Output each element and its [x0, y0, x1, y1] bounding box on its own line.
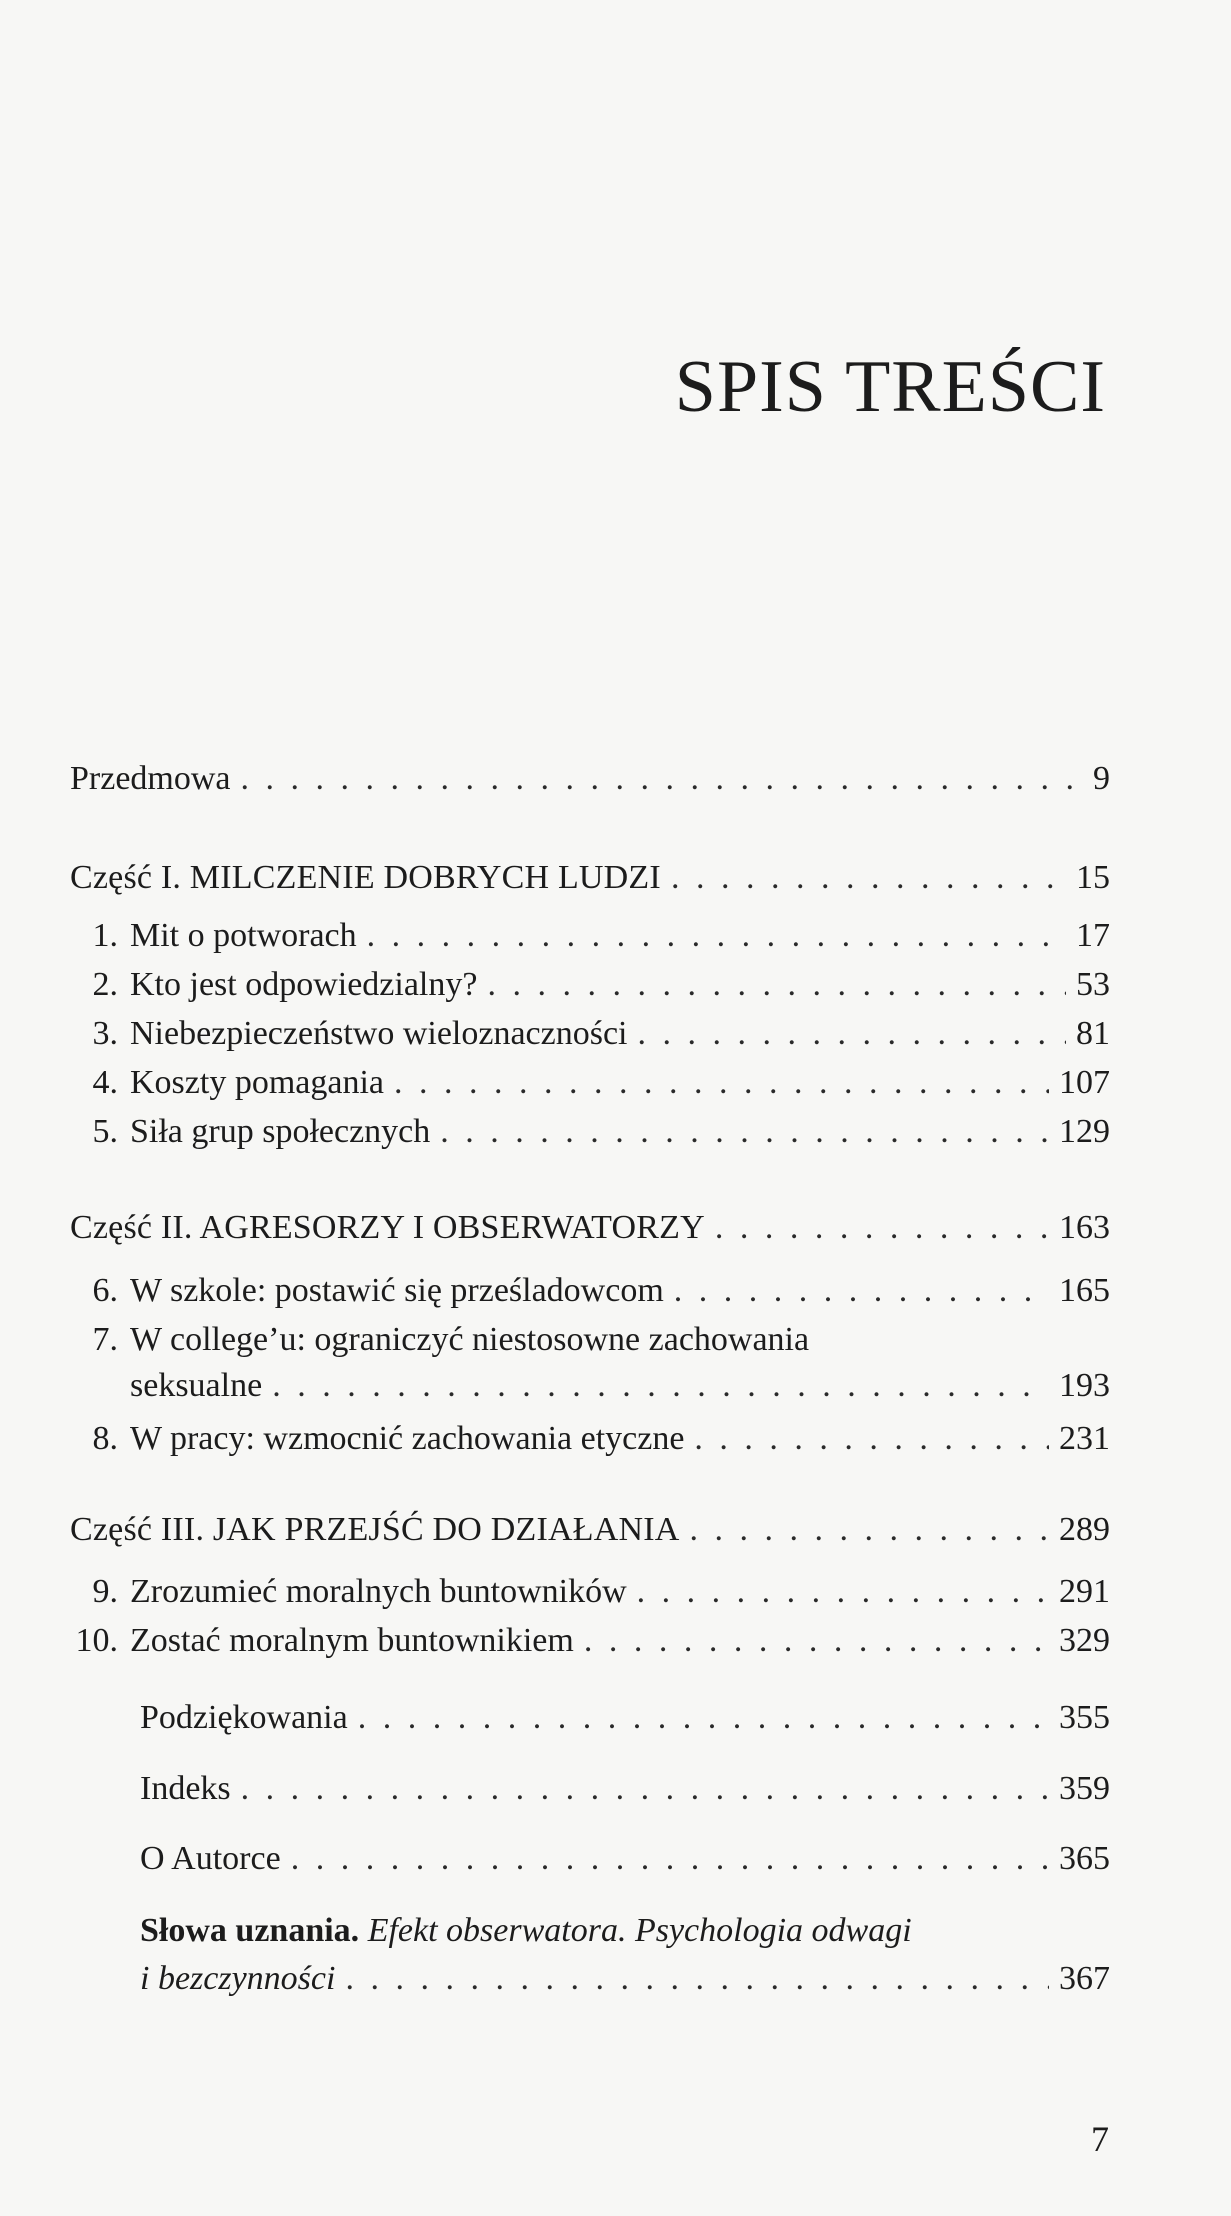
dot-leader — [637, 1571, 1049, 1613]
chapter-number: 9. — [92, 1573, 118, 1610]
toc-chapter — [70, 1062, 1110, 1104]
chapter-number: 2. — [92, 966, 118, 1003]
toc-part-2 — [70, 1207, 1110, 1249]
toc-entry-index — [70, 1768, 1110, 1810]
chapter-page: 81 — [1076, 1015, 1110, 1052]
toc-chapter — [70, 1111, 1110, 1153]
praise-heading: Słowa uznania. — [140, 1912, 360, 1949]
chapter-number: 6. — [92, 1272, 118, 1309]
chapter-number: 1. — [92, 917, 118, 954]
dot-leader — [671, 857, 1066, 899]
chapter-number: 4. — [92, 1064, 118, 1101]
entry-label: Przedmowa — [70, 760, 231, 797]
chapter-label: Niebezpieczeństwo wieloznaczności — [130, 1015, 628, 1052]
chapter-label: W college’u: ograniczyć niestosowne zachowania — [130, 1321, 810, 1358]
toc-chapter — [70, 964, 1110, 1006]
entry-label: Indeks — [140, 1770, 231, 1807]
chapter-label: Mit o potworach — [130, 917, 357, 954]
toc-entry-preface — [70, 758, 1110, 800]
chapter-label: Koszty pomagania — [130, 1064, 384, 1101]
dot-leader — [440, 1111, 1049, 1153]
toc-chapter — [70, 1620, 1110, 1662]
chapter-page: 231 — [1059, 1420, 1110, 1457]
chapter-page: 193 — [1059, 1367, 1110, 1404]
chapter-page: 107 — [1059, 1064, 1110, 1101]
chapter-number: 10. — [75, 1622, 118, 1659]
dot-leader — [241, 1768, 1049, 1810]
dot-leader — [358, 1697, 1049, 1739]
page-number: 7 — [1091, 2119, 1109, 2159]
chapter-page: 329 — [1059, 1622, 1110, 1659]
entry-page: 355 — [1059, 1699, 1110, 1736]
dot-leader — [241, 758, 1083, 800]
part-label: Część I. MILCZENIE DOBRYCH LUDZI — [70, 859, 661, 896]
part-label: Część III. JAK PRZEJŚĆ DO DZIAŁANIA — [70, 1511, 680, 1548]
part-label: Część II. AGRESORZY I OBSERWATORZY — [70, 1209, 705, 1246]
toc-chapter — [70, 1013, 1110, 1055]
chapter-page: 129 — [1059, 1113, 1110, 1150]
chapter-label: Siła grup społecznych — [130, 1113, 431, 1150]
dot-leader — [367, 915, 1066, 957]
entry-label: Podziękowania — [140, 1699, 348, 1736]
dot-leader — [690, 1509, 1050, 1551]
toc-chapter — [70, 1319, 1110, 1361]
chapter-label: W szkole: postawić się prześladowcom — [130, 1272, 664, 1309]
chapter-number: 8. — [92, 1420, 118, 1457]
page-title: SPIS TREŚCI — [674, 346, 1106, 428]
chapter-number: 3. — [92, 1015, 118, 1052]
praise-title: Efekt obserwatora. Psychologia odwagi — [367, 1912, 912, 1949]
dot-leader — [715, 1207, 1049, 1249]
chapter-label: W pracy: wzmocnić zachowania etyczne — [130, 1420, 685, 1457]
dot-leader — [584, 1620, 1049, 1662]
toc-entry-about-author — [70, 1838, 1110, 1880]
toc-part-3 — [70, 1509, 1110, 1551]
toc-chapter — [70, 915, 1110, 957]
entry-label: O Autorce — [140, 1840, 281, 1877]
part-page: 163 — [1059, 1209, 1110, 1246]
chapter-label: Zostać moralnym buntownikiem — [130, 1622, 574, 1659]
toc-entry-praise — [70, 1910, 1110, 1952]
part-page: 289 — [1059, 1511, 1110, 1548]
dot-leader — [272, 1365, 1049, 1407]
dot-leader — [345, 1958, 1049, 2000]
toc-chapter — [70, 1418, 1110, 1460]
dot-leader — [674, 1270, 1049, 1312]
dot-leader — [291, 1838, 1049, 1880]
chapter-page: 291 — [1059, 1573, 1110, 1610]
chapter-page: 53 — [1076, 966, 1110, 1003]
toc-entry-praise-continued — [70, 1958, 1110, 2000]
praise-title-continued: i bezczynności — [140, 1960, 336, 1997]
toc-chapter-continued — [70, 1365, 1110, 1407]
chapter-number: 5. — [92, 1113, 118, 1150]
entry-page: 367 — [1059, 1960, 1110, 1997]
chapter-number: 7. — [92, 1321, 118, 1358]
toc-entry-acknowledgements — [70, 1697, 1110, 1739]
toc-part-1 — [70, 857, 1110, 899]
entry-page: 365 — [1059, 1840, 1110, 1877]
entry-page: 9 — [1093, 760, 1110, 797]
toc-chapter — [70, 1571, 1110, 1613]
dot-leader — [394, 1062, 1049, 1104]
chapter-label: Zrozumieć moralnych buntowników — [130, 1573, 627, 1610]
chapter-label-continued: seksualne — [130, 1367, 263, 1404]
dot-leader — [487, 964, 1066, 1006]
entry-page: 359 — [1059, 1770, 1110, 1807]
chapter-label: Kto jest odpowiedzialny? — [130, 966, 478, 1003]
dot-leader — [694, 1418, 1049, 1460]
chapter-page: 17 — [1076, 917, 1110, 954]
dot-leader — [637, 1013, 1066, 1055]
toc-chapter — [70, 1270, 1110, 1312]
part-page: 15 — [1076, 859, 1110, 896]
chapter-page: 165 — [1059, 1272, 1110, 1309]
